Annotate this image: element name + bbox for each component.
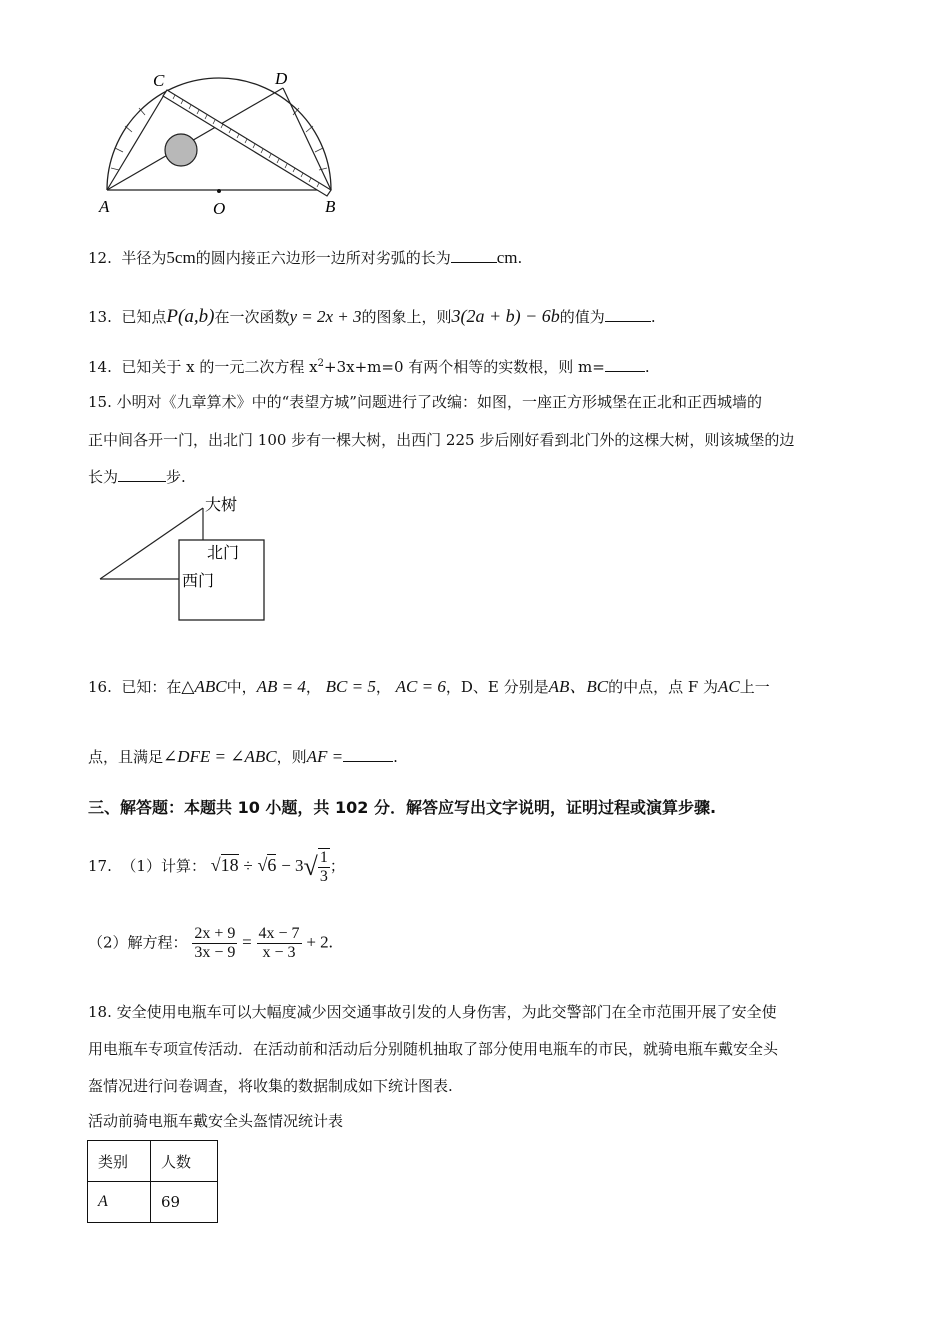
label-b: B: [325, 197, 336, 216]
label-west-gate: 西门: [182, 571, 215, 590]
question-16-line1: 16. 已知：在△ABC中，AB = 4， BC = 5， AC = 6，D、E 分别是AB、BC的中点，点 F 为AC上一: [88, 677, 770, 696]
protractor-figure: [95, 70, 355, 220]
question-13: 13. 已知点P(a,b)在一次函数y = 2x + 3的图象上，则3(2a + b) − 6b的值为 .: [88, 306, 656, 327]
table-header: 类别: [88, 1141, 151, 1182]
question-15-line2: 正中间各开一门，出北门 100 步有一棵大树，出西门 225 步后刚好看到北门外的这棵大树，则该城堡的边: [88, 431, 795, 449]
label-o: O: [213, 199, 226, 218]
question-12: 12. 半径为5cm的圆内接正六边形一边所对劣弧的长为 cm.: [88, 248, 523, 267]
question-18-line3: 盔情况进行问卷调查，将收集的数据制成如下统计图表.: [88, 1077, 453, 1095]
table-header-row: [88, 1141, 218, 1182]
table-cell: 69: [151, 1182, 218, 1223]
table-header: 人数: [151, 1141, 218, 1182]
question-15-line3: 长为 步.: [88, 468, 186, 486]
question-16-line2: 点，且满足∠DFE = ∠ABC，则AF = .: [88, 747, 398, 766]
label-north-gate: 北门: [207, 543, 240, 562]
answer-blank[interactable]: [451, 248, 497, 263]
castle-figure: [95, 490, 275, 630]
question-14: 14. 已知关于 x 的一元二次方程 $x^2+3x+m=0$ 有两个相等的实数根，则 m= .: [88, 358, 650, 376]
answer-blank[interactable]: [118, 467, 166, 482]
table-title: 活动前骑电瓶车戴安全头盔情况统计表: [88, 1112, 344, 1130]
label-a: A: [99, 197, 110, 216]
label-tree: 大树: [205, 495, 238, 514]
answer-blank[interactable]: [605, 357, 645, 372]
question-18-line2: 用电瓶车专项宣传活动．在活动前和活动后分别随机抽取了部分使用电瓶车的市民，就骑电瓶车戴安全头: [88, 1040, 779, 1058]
section-heading: 三、解答题：本题共 10 小题，共 102 分．解答应写出文字说明，证明过程或演算步骤.: [88, 798, 717, 817]
answer-blank[interactable]: [343, 747, 393, 762]
label-d: D: [275, 70, 288, 88]
table-row: [88, 1182, 218, 1223]
stat-table: [87, 1140, 218, 1223]
question-15-line1: 15. 小明对《九章算术》中的“表望方城”问题进行了改编：如图，一座正方形城堡在正北和正西城墙的: [88, 393, 762, 411]
table-cell: A: [88, 1182, 151, 1223]
question-17-part2: （2）解方程： $\frac{2x + 9}{3x - 9}$ = $\frac{4x - 7}{x - 3}$ + 2.: [88, 925, 333, 961]
question-17-part1: 17. （1）计算： √18 ÷ √6 − 3√ $\frac{1}{3}$ ；: [88, 849, 345, 885]
answer-blank[interactable]: [605, 307, 651, 322]
label-c: C: [153, 71, 165, 90]
question-18-line1: 18. 安全使用电瓶车可以大幅度减少因交通事故引发的人身伤害，为此交警部门在全市范围开展了安全使: [88, 1003, 777, 1021]
